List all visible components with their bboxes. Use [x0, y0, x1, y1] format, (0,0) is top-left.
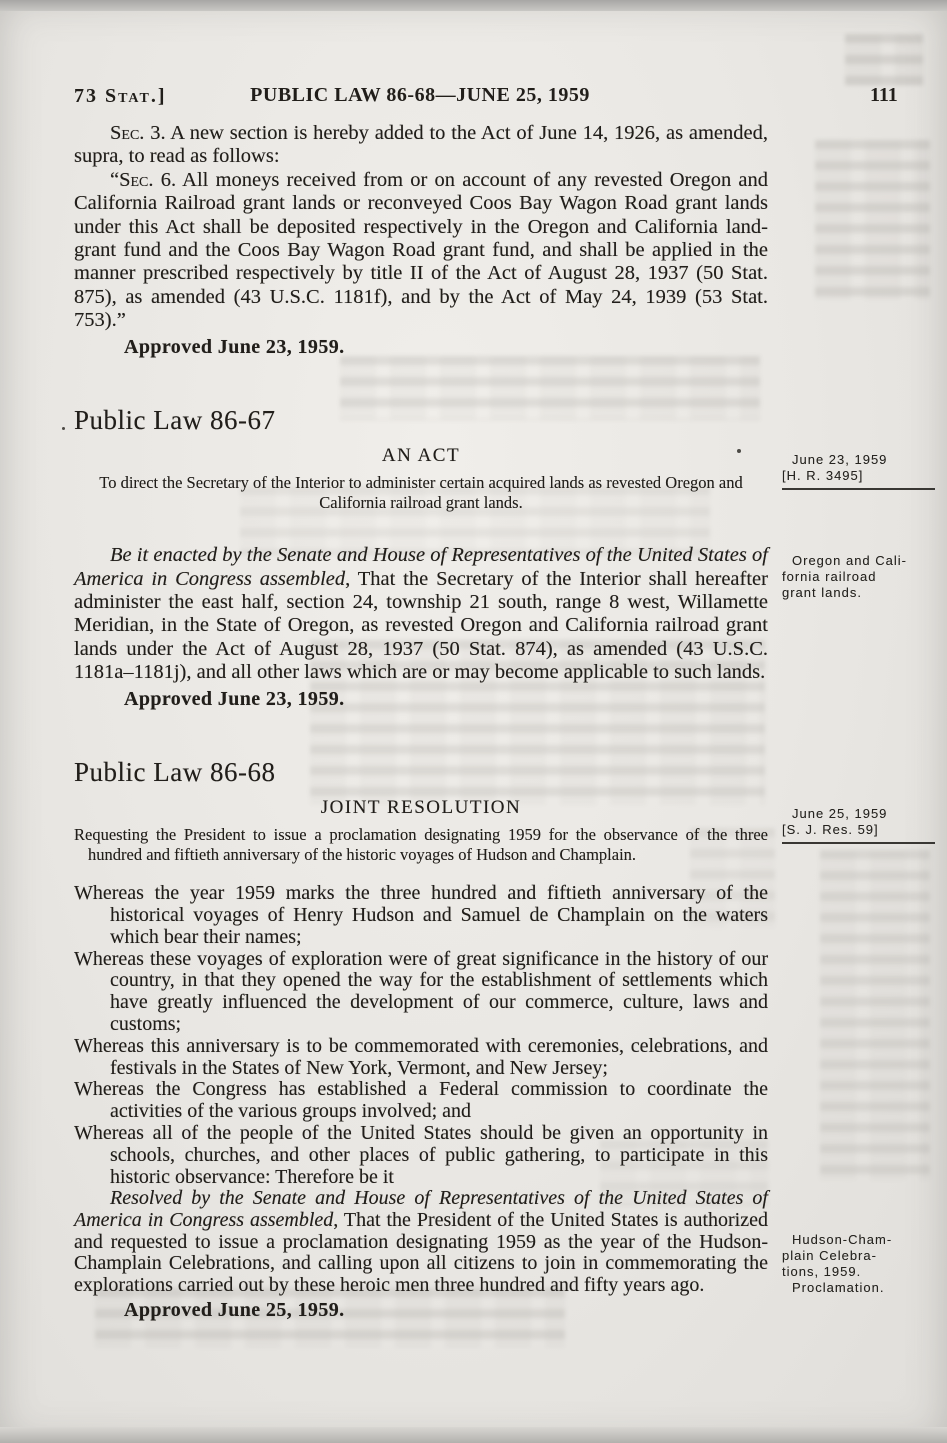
margin-note-proclamation: Proclamation. — [792, 1280, 885, 1295]
section-3-paragraph — [74, 122, 768, 169]
margin-bill-number: [H. R. 3495] — [782, 468, 864, 483]
law-86-68 — [74, 757, 768, 1323]
enacted-text: , That the Secretary of the Interior shall hereafter administer the east half, section 24, township 21 south, range 8 west, Willamette Meridian, in the State of Oregon, as revested Oregon and California railroad grant lands under the Act of August 28, 1937 (50 Stat. 874), as amended (43 U.S.C. 1181a–1181j), and all other laws which are or may become applicable to such lands. — [74, 567, 768, 684]
margin-note-oregon-california — [782, 553, 935, 601]
bleedthrough-texture — [845, 34, 923, 86]
margin-bill-number: [S. J. Res. 59] — [782, 822, 879, 837]
approval-line: Approved June 23, 1959. — [124, 687, 345, 710]
margin-date: June 23, 1959 — [792, 452, 888, 467]
margin-note-line: Oregon and Cali- — [792, 553, 907, 568]
public-law-86-68-title: Public Law 86-68 — [74, 756, 276, 787]
resolving-clause: Resolved by the Senate and House of Representatives of the United States of America in Congress assembled — [74, 1187, 768, 1232]
whereas-clause: Whereas the year 1959 marks the three hundred and fiftieth anniversary of the historical voyages of Henry Hudson and Samuel de Champlain on the waters which bear their names; — [74, 882, 768, 948]
margin-note-line: fornia railroad — [782, 569, 877, 584]
margin-note-line: Hudson-Cham- — [792, 1232, 893, 1247]
resolving-paragraph — [74, 1188, 768, 1296]
scan-edge-bottom — [0, 1427, 947, 1443]
whereas-clause: Whereas these voyages of exploration were of great significance in the history of our country, in that they opened the way for the establishment of settlements which have greatly influenced the development of our commerce, culture, laws and customs; — [74, 947, 768, 1036]
approval-line: Approved June 23, 1959. — [124, 335, 345, 358]
open-quote: “ — [110, 168, 120, 191]
resolved-text: , That the President of the United States is authorized and requested to issue a proclamation designating 1959 as the year of the Hudson-Champlain Celebrations, and calling upon all citizens to join in commemorating the explorations carried out by these heroic men three hundred and fifty years ago. — [74, 1209, 768, 1296]
an-act-heading: AN ACT — [381, 444, 461, 466]
enacting-paragraph — [74, 544, 768, 684]
margin-note-date-sjres59 — [782, 806, 935, 844]
scan-edge-top — [0, 0, 947, 11]
section-3-label: Sec. 3. — [110, 122, 166, 144]
law-86-67 — [74, 405, 768, 711]
section-6-label: Sec. 6. — [119, 168, 177, 191]
law-86-68-headnote: Requesting the President to issue a proclamation designating 1959 for the observance of the three hundred and fiftieth anniversary of the historic voyages of Hudson and Champlain. — [74, 824, 768, 865]
section-3-text: A new section is hereby added to the Act of June 14, 1926, as amended, supra, to read as follows: — [74, 122, 768, 168]
margin-note-line: tions, 1959. — [782, 1264, 862, 1279]
running-header — [74, 84, 898, 110]
joint-resolution-heading: JOINT RESOLUTION — [320, 796, 522, 818]
running-header-title: PUBLIC LAW 86-68—JUNE 25, 1959 — [250, 84, 590, 106]
approval-line: Approved June 25, 1959. — [124, 1299, 345, 1322]
whereas-clauses — [74, 883, 768, 1188]
whereas-clause: Whereas this anniversary is to be commemorated with ceremonies, celebrations, and festivals in the States of New York, Vermont, and New Jersey; — [74, 1034, 768, 1079]
text-column — [74, 122, 768, 1322]
stat-volume-reference: 73 Stat.] — [74, 85, 167, 107]
bleedthrough-texture — [815, 140, 930, 300]
law-86-67-headnote: To direct the Secretary of the Interior to administer certain acquired lands as revested Oregon and California railroad grant lands. — [99, 472, 743, 513]
margin-note-line: plain Celebra- — [782, 1248, 877, 1263]
whereas-clause: Whereas the Congress has established a Federal commission to coordinate the activities of the various groups involved; and — [74, 1078, 768, 1123]
margin-note-hudson-champlain — [782, 1232, 935, 1296]
bleedthrough-texture — [820, 850, 930, 1180]
print-speck — [62, 427, 65, 430]
margin-date: June 25, 1959 — [792, 806, 888, 821]
section-6-paragraph — [74, 169, 768, 333]
enacting-clause: Be it enacted by the Senate and House of Representatives of the United States of America in Congress assembled — [74, 544, 768, 590]
section-6-text: All moneys received from or on account of any revested Oregon and California Railroad grant lands or reconveyed Coos Bay Wagon Road grant lands under this Act shall be deposited respectively in the Oregon and California land-grant fund and the Coos Bay Wagon Road grant fund, and shall be applied in the manner prescribed respectively by title II of the Act of August 28, 1937 (50 Stat. 875), as amended (43 U.S.C. 1181f), and by the Act of May 24, 1939 (53 Stat. 753).” — [74, 168, 768, 332]
public-law-86-67-title: Public Law 86-67 — [74, 404, 276, 435]
law-86-66-continuation — [74, 122, 768, 359]
margin-note-line: grant lands. — [782, 585, 862, 600]
whereas-clause: Whereas all of the people of the United States should be given an opportunity in schools, churches, and other places of public gathering, to participate in this historic observance: Therefore be it — [74, 1122, 768, 1188]
margin-note-date-hr3495 — [782, 452, 935, 490]
page-number: 111 — [870, 84, 898, 106]
